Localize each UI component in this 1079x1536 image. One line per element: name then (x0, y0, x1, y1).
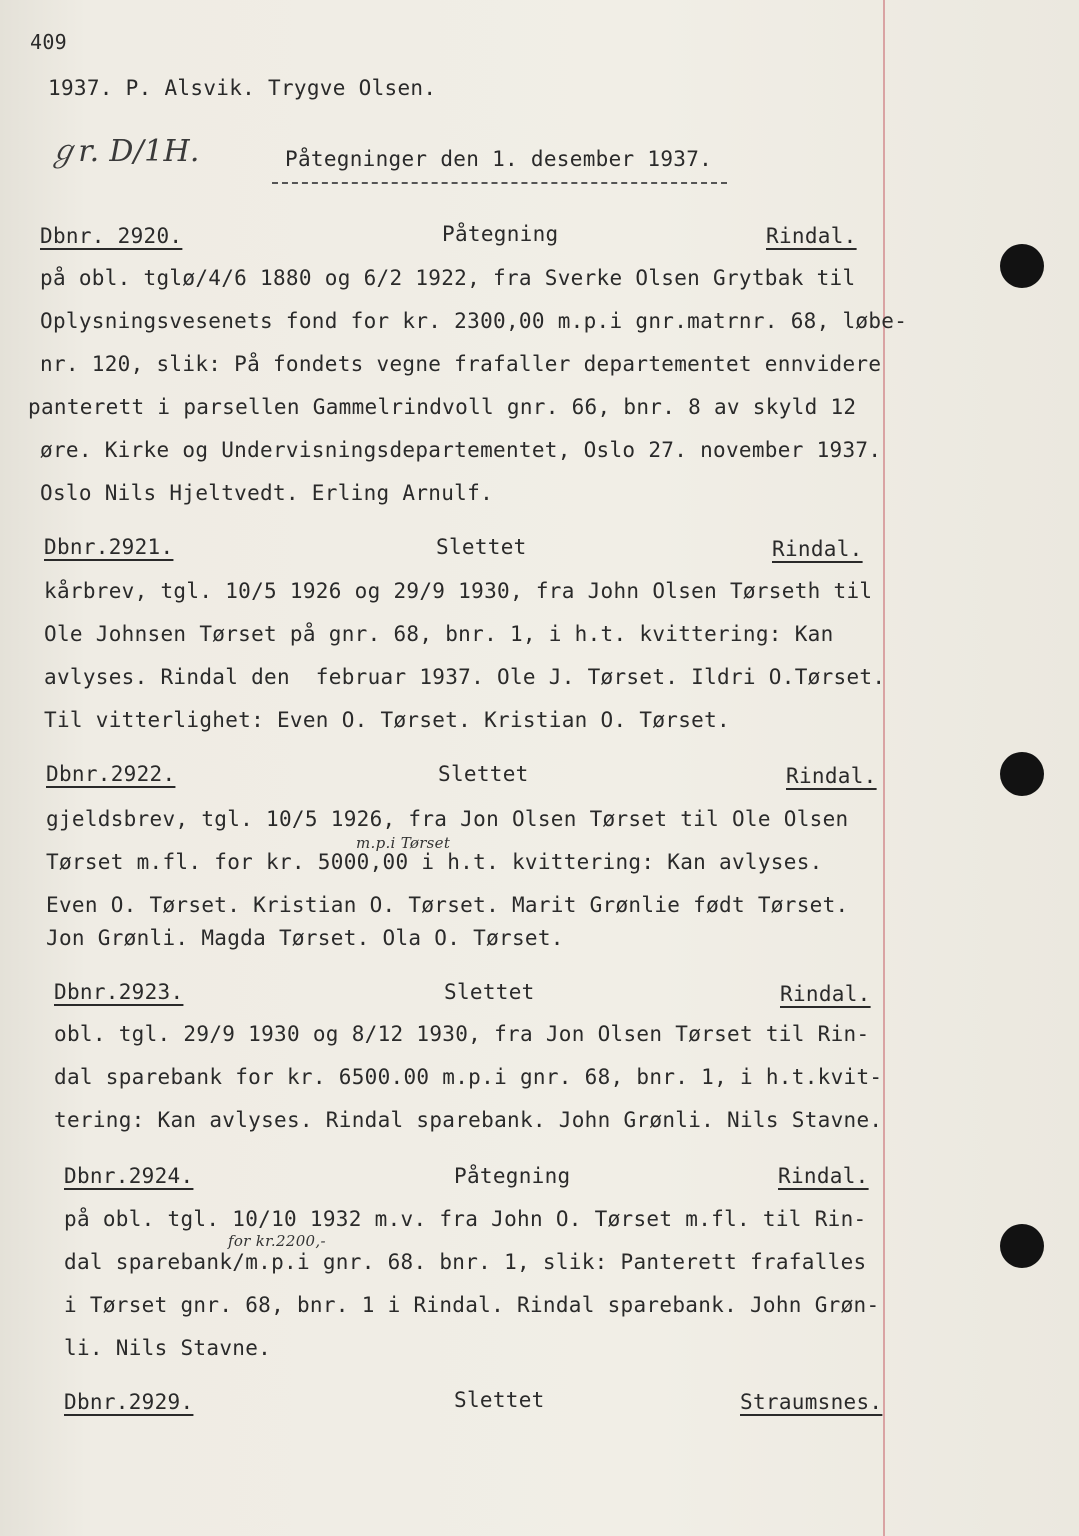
entry-line: dal sparebank for kr. 6500.00 m.p.i gnr. 68, bnr. 1, i h.t.kvit- (54, 1065, 883, 1089)
entry-dbnr: Dbnr.2929. (64, 1390, 194, 1414)
punch-hole (1000, 244, 1044, 288)
page-title: Påtegninger den 1. desember 1937. (285, 147, 713, 171)
page-number: 409 (30, 30, 68, 54)
entry-line: Ole Johnsen Tørset på gnr. 68, bnr. 1, i h.t. kvittering: Kan (44, 622, 834, 646)
entry-type: Slettet (444, 980, 535, 1004)
entry-line: nr. 120, slik: På fondets vegne frafaller departementet ennvidere (40, 352, 882, 376)
entry-place: Straumsnes. (740, 1390, 883, 1414)
entry-line: Oslo Nils Hjeltvedt. Erling Arnulf. (40, 481, 494, 505)
entry-line: avlyses. Rindal den februar 1937. Ole J. Tørset. Ildri O.Tørset. (44, 665, 886, 689)
entry-line: Tørset m.fl. for kr. 5000,00 i h.t. kvittering: Kan avlyses. (46, 850, 823, 874)
entry-type: Påtegning (454, 1164, 571, 1188)
entry-place: Rindal. (780, 982, 871, 1006)
punch-hole (1000, 752, 1044, 796)
entry-line: obl. tgl. 29/9 1930 og 8/12 1930, fra Jon Olsen Tørset til Rin- (54, 1022, 870, 1046)
handwritten-insert: m.p.i Tørset (356, 834, 451, 852)
entry-line: kårbrev, tgl. 10/5 1926 og 29/9 1930, fra John Olsen Tørseth til (44, 579, 873, 603)
entry-line: Jon Grønli. Magda Tørset. Ola O. Tørset. (46, 926, 564, 950)
punch-hole (1000, 1224, 1044, 1268)
handwritten-note: ℊr. D/1H. (48, 134, 200, 169)
entry-place: Rindal. (772, 537, 863, 561)
entry-line: Even O. Tørset. Kristian O. Tørset. Marit Grønlie født Tørset. (46, 893, 849, 917)
entry-line: på obl. tglø/4/6 1880 og 6/2 1922, fra Sverke Olsen Grytbak til (40, 266, 856, 290)
entry-dbnr: Dbnr.2924. (64, 1164, 194, 1188)
entry-type: Påtegning (442, 222, 559, 246)
entry-type: Slettet (438, 762, 529, 786)
entry-line: i Tørset gnr. 68, bnr. 1 i Rindal. Rindal sparebank. John Grøn- (64, 1293, 880, 1317)
entry-place: Rindal. (766, 224, 857, 248)
entry-line: dal sparebank/m.p.i gnr. 68. bnr. 1, slik: Panterett frafalles (64, 1250, 867, 1274)
entry-line: Oplysningsvesenets fond for kr. 2300,00 m.p.i gnr.matrnr. 68, løbe- (40, 309, 908, 333)
entry-type: Slettet (436, 535, 527, 559)
entry-type: Slettet (454, 1388, 545, 1412)
handwritten-insert: for kr.2200,- (228, 1232, 326, 1250)
page-header: 1937. P. Alsvik. Trygve Olsen. (48, 76, 437, 100)
entry-line: gjeldsbrev, tgl. 10/5 1926, fra Jon Olsen Tørset til Ole Olsen (46, 807, 849, 831)
entry-line: li. Nils Stavne. (64, 1336, 272, 1360)
entry-dbnr: Dbnr.2922. (46, 762, 176, 786)
title-rule (272, 182, 727, 184)
entry-dbnr: Dbnr.2921. (44, 535, 174, 559)
margin-line (883, 0, 885, 1536)
entry-line: øre. Kirke og Undervisningsdepartementet, Oslo 27. november 1937. (40, 438, 882, 462)
entry-place: Rindal. (778, 1164, 869, 1188)
entry-line: Til vitterlighet: Even O. Tørset. Kristian O. Tørset. (44, 708, 730, 732)
entry-dbnr: Dbnr. 2920. (40, 224, 183, 248)
entry-place: Rindal. (786, 764, 877, 788)
entry-line: på obl. tgl. 10/10 1932 m.v. fra John O. Tørset m.fl. til Rin- (64, 1207, 867, 1231)
entry-line: tering: Kan avlyses. Rindal sparebank. John Grønli. Nils Stavne. (54, 1108, 883, 1132)
entry-line: panterett i parsellen Gammelrindvoll gnr. 66, bnr. 8 av skyld 12 (28, 395, 857, 419)
entry-dbnr: Dbnr.2923. (54, 980, 184, 1004)
